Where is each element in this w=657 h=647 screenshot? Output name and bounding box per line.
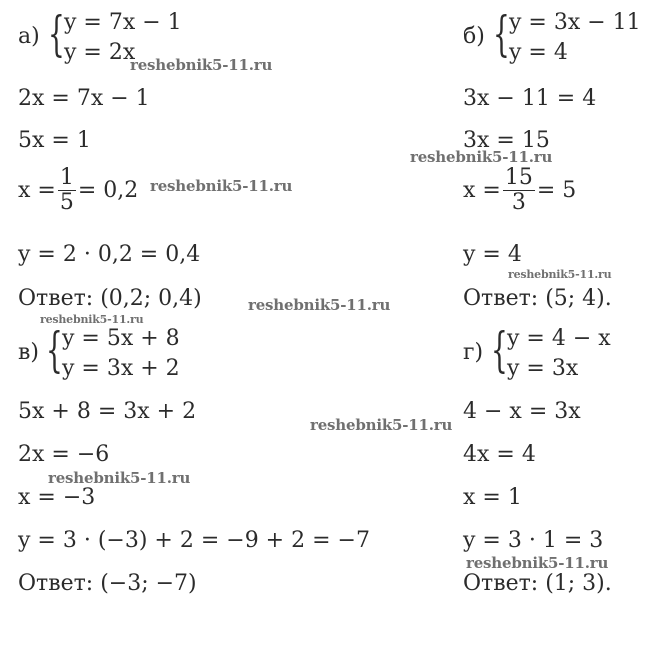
label-c: в) xyxy=(18,340,39,365)
b-frac-numerator: 15 xyxy=(504,165,533,190)
system-b-eq1: y = 3x − 11 xyxy=(509,10,641,35)
c-step-4: y = 3 · (−3) + 2 = −9 + 2 = −7 xyxy=(18,528,370,553)
watermark: reshebnik5-11.ru xyxy=(130,56,273,74)
d-step-1: 4 − x = 3x xyxy=(463,399,581,424)
b-step-2: 3x = 15 xyxy=(463,128,550,153)
brace-b: { xyxy=(493,6,510,62)
b-frac-lhs: x = xyxy=(463,178,501,203)
a-fraction xyxy=(58,166,76,215)
watermark: reshebnik5-11.ru xyxy=(150,177,293,195)
a-frac-denominator: 5 xyxy=(59,190,74,215)
watermark: reshebnik5-11.ru xyxy=(248,296,391,314)
a-fraction-line xyxy=(18,166,138,215)
brace-a: { xyxy=(48,6,65,62)
b-step-1: 3x − 11 = 4 xyxy=(463,86,597,111)
brace-d: { xyxy=(491,322,508,378)
system-c-eq1: y = 5x + 8 xyxy=(62,326,180,351)
b-frac-denominator: 3 xyxy=(511,190,526,215)
d-answer: Ответ: (1; 3). xyxy=(463,571,612,596)
b-fraction-line xyxy=(463,166,576,215)
a-frac-rhs: = 0,2 xyxy=(77,178,139,203)
brace-c: { xyxy=(46,322,63,378)
system-a-eq1: y = 7x − 1 xyxy=(64,10,182,35)
watermark: reshebnik5-11.ru xyxy=(310,416,453,434)
right-column xyxy=(463,0,653,647)
watermark: reshebnik5-11.ru xyxy=(410,148,553,166)
c-answer: Ответ: (−3; −7) xyxy=(18,571,197,596)
c-step-2: 2x = −6 xyxy=(18,442,110,467)
a-step-y: y = 2 · 0,2 = 0,4 xyxy=(18,242,201,267)
system-d-eq2: y = 3x xyxy=(507,356,579,381)
watermark: reshebnik5-11.ru xyxy=(48,469,191,487)
a-step-2: 5x = 1 xyxy=(18,128,91,153)
b-frac-rhs: = 5 xyxy=(536,178,577,203)
d-step-2: 4x = 4 xyxy=(463,442,536,467)
label-a: а) xyxy=(18,24,40,49)
a-step-1: 2x = 7x − 1 xyxy=(18,86,150,111)
b-answer: Ответ: (5; 4). xyxy=(463,286,612,311)
b-fraction xyxy=(503,166,535,215)
label-b: б) xyxy=(463,24,485,49)
a-answer: Ответ: (0,2; 0,4) xyxy=(18,286,202,311)
system-b-eq2: y = 4 xyxy=(509,40,568,65)
d-step-4: y = 3 · 1 = 3 xyxy=(463,528,604,553)
system-a-eq2: y = 2x xyxy=(64,40,136,65)
system-c-eq2: y = 3x + 2 xyxy=(62,356,180,381)
watermark: reshebnik5-11.ru xyxy=(508,268,612,281)
system-d-eq1: y = 4 − x xyxy=(507,326,611,351)
c-step-3: x = −3 xyxy=(18,485,96,510)
watermark: reshebnik5-11.ru xyxy=(40,313,144,326)
d-step-3: x = 1 xyxy=(463,485,522,510)
b-step-y: y = 4 xyxy=(463,242,522,267)
a-frac-lhs: x = xyxy=(18,178,56,203)
label-d: г) xyxy=(463,340,484,365)
c-step-1: 5x + 8 = 3x + 2 xyxy=(18,399,197,424)
watermark: reshebnik5-11.ru xyxy=(466,554,609,572)
a-frac-numerator: 1 xyxy=(59,165,74,190)
